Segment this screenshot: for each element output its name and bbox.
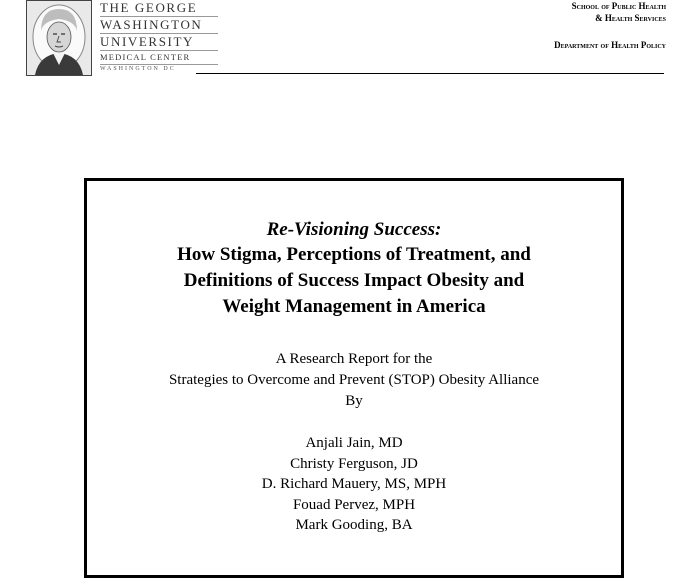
school-line-2: & Health Services [595,13,666,23]
university-logo [26,0,203,76]
subtitle-line-2: Definitions of Success Impact Obesity and [183,270,525,291]
university-line-1: THE GEORGE [100,0,218,17]
university-line-4: MEDICAL CENTER [100,51,218,65]
school-line-1: School of Public Health [571,1,666,11]
header-rule [196,73,664,74]
author-5: Mark Gooding, BA [295,517,413,533]
subtitle-line-1: How Stigma, Perceptions of Treatment, and [177,244,531,265]
university-line-5: WASHINGTON DC [100,66,176,72]
school-name [572,0,666,24]
author-1: Anjali Jain, MD [305,435,403,451]
report-line-1: A Research Report for the [275,351,433,367]
university-name [100,0,218,74]
author-2: Christy Ferguson, JD [290,455,418,472]
department-name: Department of Health Policy [554,40,666,50]
author-list [87,433,621,536]
report-line-3: By [345,393,363,409]
report-title [87,217,621,320]
author-4: Fouad Pervez, MPH [292,496,416,513]
subtitle-line-3: Weight Management in America [222,296,486,317]
title-main: Re-Visioning Success: [266,219,442,240]
report-description [87,349,621,412]
report-line-2: Strategies to Overcome and Prevent (STOP) Obesity Alliance [168,372,540,388]
washington-portrait-image [26,0,92,76]
title-box [84,178,624,578]
university-line-2: WASHINGTON [100,17,218,34]
university-line-3: UNIVERSITY [100,34,218,51]
author-3: D. Richard Mauery, MS, MPH [261,476,447,492]
